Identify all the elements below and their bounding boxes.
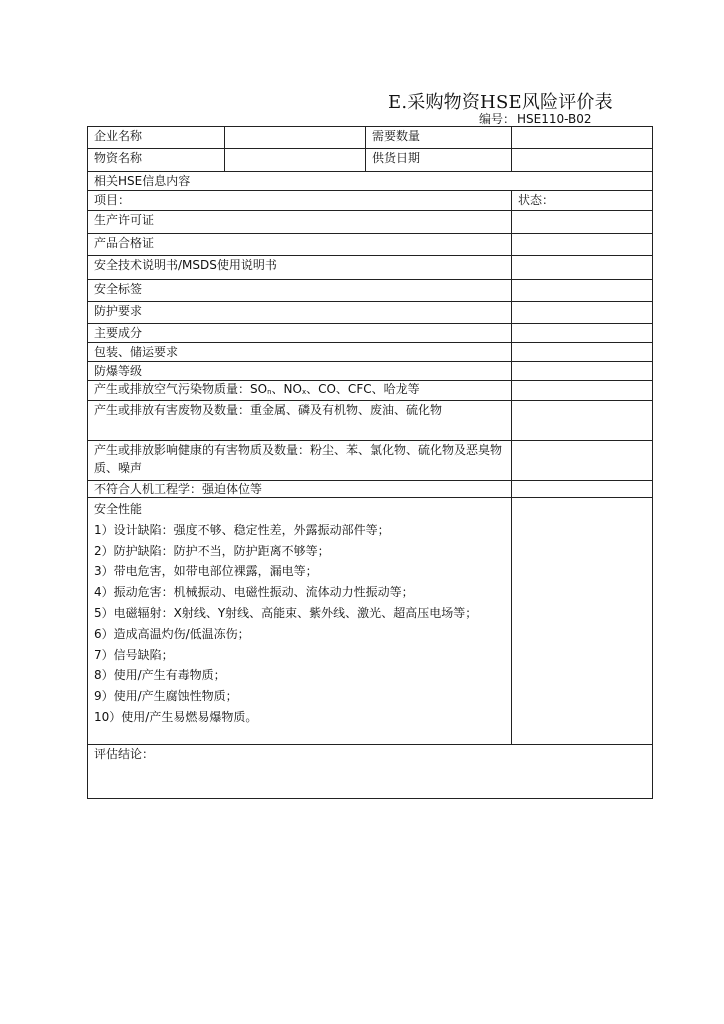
material-name-label: 物资名称 [88,149,225,172]
form-title: E.采购物资HSE风险评价表 [388,92,613,113]
safety-performance-title: 安全性能 [94,502,143,516]
status-cell[interactable] [512,498,653,745]
status-cell[interactable] [512,234,653,256]
safety-item: 5）电磁辐射：X射线、Y射线、高能束、紫外线、激光、超高压电场等； [94,605,478,620]
table-row [88,280,653,302]
status-cell[interactable] [512,381,653,401]
document-number [479,110,592,127]
table-row [88,324,653,343]
document-number-value: HSE110-B02 [517,112,592,126]
status-column-header: 状态： [512,191,653,211]
table-row [88,191,653,211]
item-msds: 安全技术说明书/MSDS使用说明书 [88,256,512,280]
evaluation-conclusion-label: 评估结论： [94,747,155,761]
supply-date-label: 供货日期 [366,149,512,172]
material-name-field[interactable] [225,149,366,172]
hse-evaluation-table [87,126,653,799]
item-product-certificate: 产品合格证 [88,234,512,256]
table-row [88,302,653,324]
item-ergonomics: 不符合人机工程学：强迫体位等 [88,481,512,498]
safety-item: 10）使用/产生易燃易爆物质。 [94,709,258,724]
table-row [88,498,653,745]
required-qty-label: 需要数量 [366,127,512,149]
status-cell[interactable] [512,481,653,498]
item-protection-requirements: 防护要求 [88,302,512,324]
item-packaging-storage: 包装、储运要求 [88,343,512,362]
table-row [88,343,653,362]
status-cell[interactable] [512,280,653,302]
table-row [88,745,653,799]
hse-info-heading: 相关HSE信息内容 [88,172,653,191]
status-cell[interactable] [512,441,653,481]
status-cell[interactable] [512,302,653,324]
item-production-license: 生产许可证 [88,211,512,234]
safety-item: 4）振动危害：机械振动、电磁性振动、流体动力性振动等； [94,585,414,600]
table-row [88,234,653,256]
status-cell[interactable] [512,256,653,280]
table-row [88,481,653,498]
table-row [88,211,653,234]
item-safety-label: 安全标签 [88,280,512,302]
evaluation-conclusion-cell[interactable] [88,745,653,799]
company-name-label: 企业名称 [88,127,225,149]
table-row [88,362,653,381]
table-row [88,401,653,441]
supply-date-field[interactable] [512,149,653,172]
status-cell[interactable] [512,401,653,441]
table-row [88,256,653,280]
table-row [88,172,653,191]
document-number-label: 编号： [479,112,516,126]
safety-item: 8）使用/产生有毒物质； [94,668,226,683]
table-row [88,441,653,481]
safety-performance-cell [88,498,512,745]
item-health-hazards: 产生或排放影响健康的有害物质及数量：粉尘、苯、氯化物、硫化物及恶臭物质、噪声 [88,441,512,481]
table-row [88,381,653,401]
status-cell[interactable] [512,343,653,362]
status-cell[interactable] [512,211,653,234]
table-row [88,149,653,172]
safety-item: 6）造成高温灼伤/低温冻伤； [94,626,250,641]
safety-item: 2）防护缺陷：防护不当，防护距离不够等； [94,543,330,558]
item-main-components: 主要成分 [88,324,512,343]
safety-item: 1）设计缺陷：强度不够、稳定性差，外露振动部件等； [94,522,390,537]
company-name-field[interactable] [225,127,366,149]
item-hazardous-waste: 产生或排放有害废物及数量：重金属、磷及有机物、废油、硫化物 [88,401,512,441]
table-row [88,127,653,149]
item-air-pollutants: 产生或排放空气污染物质量：$SO_n$、$NO_x$、CO、CFC、哈龙等 [88,381,512,401]
status-cell[interactable] [512,362,653,381]
status-cell[interactable] [512,324,653,343]
safety-item: 9）使用/产生腐蚀性物质； [94,689,238,704]
safety-item: 7）信号缺陷； [94,647,174,662]
safety-item: 3）带电危害，如带电部位裸露，漏电等； [94,564,318,579]
item-column-header: 项目： [88,191,512,211]
required-qty-field[interactable] [512,127,653,149]
item-explosion-proof-grade: 防爆等级 [88,362,512,381]
